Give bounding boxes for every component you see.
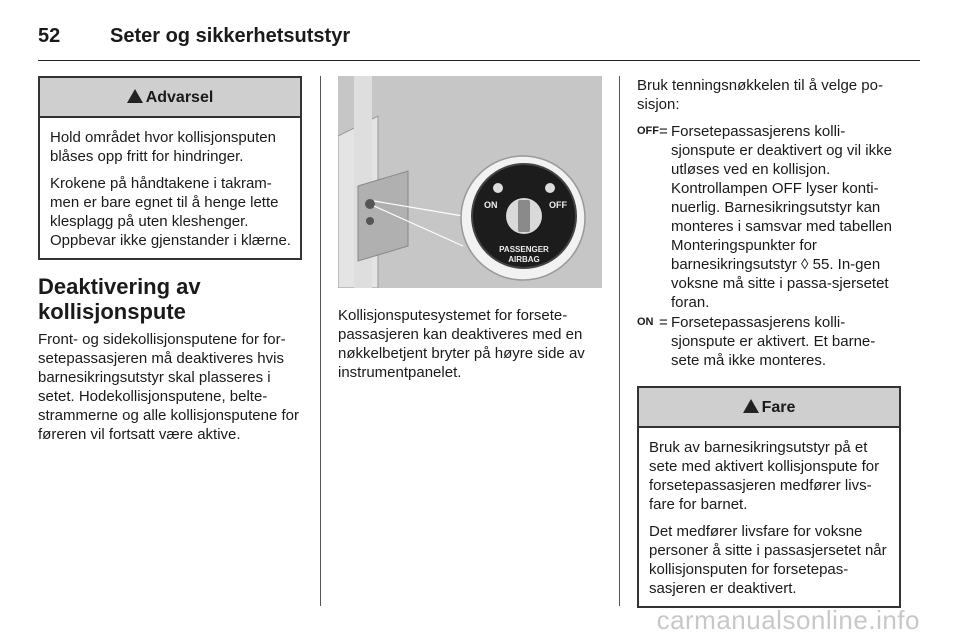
list-text: Forsetepassasjerens kolli-sjonspute er deaktivert og vil ikke utløses ved en kollisjon. Kontrollampen OFF lyser konti-nuerlig. Barnesikringsutstyr kan monteres i samsvar med tabellen Monteringspunkter for barnesikringsutstyr ◊ 55. In-gen voksne må sitte i passa-sjersetet foran. <box>671 123 892 311</box>
intro-paragraph: Bruk tenningsnøkkelen til å velge po-sisjon: <box>637 77 883 113</box>
switch-label-airbag: AIRBAG <box>508 255 540 264</box>
danger-paragraph: Bruk av barnesikringsutstyr på et sete med aktivert kollisjonspute for forsetepassasjeren medfører livs-fare for barnet. <box>649 439 880 513</box>
airbag-on-icon: ON <box>637 316 654 328</box>
list-item <box>637 313 901 370</box>
list-text: Forsetepassasjerens kolli-sjonspute er aktivert. Et barne-sete må ikke monteres. <box>671 314 876 369</box>
column-divider-left <box>320 76 321 606</box>
list-item <box>637 122 901 312</box>
warning-triangle-icon <box>127 89 143 103</box>
danger-title: Fare <box>761 398 796 416</box>
header-divider <box>38 60 920 61</box>
watermark: carmanualsonline.info <box>656 605 920 635</box>
section-heading: Deaktivering av kollisjonspute <box>38 274 201 324</box>
page-number: 52 <box>38 24 61 47</box>
warning-triangle-icon <box>743 399 759 413</box>
page-header <box>38 16 350 56</box>
warning-box-header <box>40 78 300 118</box>
switch-label-off: OFF <box>549 200 567 210</box>
warning-paragraph: Krokene på håndtakene i takram-men er bare egnet til å henge lette klesplagg på uten kleshenger. Oppbevar ikke gjenstander i klærne. <box>50 175 291 249</box>
section-paragraph: Front- og sidekollisjonsputene for for-setepassasjeren må deaktiveres hvis barnesikringsutstyr skal plasseres i setet. Hodekollisjonsputene, belte-strammerne og alle kollisjonsputene for føreren vil fortsatt være aktive. <box>38 331 299 443</box>
list-equals: = <box>659 314 668 331</box>
column-divider-right <box>619 76 620 606</box>
warning-box-body <box>40 118 300 258</box>
switch-label-passenger: PASSENGER <box>499 245 549 254</box>
warning-title: Advarsel <box>145 88 214 106</box>
warning-box <box>38 76 302 260</box>
page-title: Seter og sikkerhetsutstyr <box>110 24 351 47</box>
column-3 <box>637 76 901 608</box>
airbag-switch-photo <box>338 76 602 288</box>
warning-paragraph: Hold området hvor kollisjonsputen blåses opp fritt for hindringer. <box>50 129 276 165</box>
danger-box <box>637 386 901 608</box>
danger-box-body <box>639 428 899 606</box>
photo-caption: Kollisjonsputesystemet for forsete-passasjeren kan deaktiveres med en nøkkelbetjent bryter på høyre side av instrumentpanelet. <box>338 307 585 381</box>
danger-box-header <box>639 388 899 428</box>
danger-paragraph: Det medfører livsfare for voksne personer å sitte i passasjersetet når kollisjonsputen for forsetepas-sasjeren er deaktivert. <box>649 523 887 597</box>
airbag-switch-illustration <box>338 76 602 288</box>
switch-label-on: ON <box>484 200 498 210</box>
airbag-off-icon: OFF <box>637 125 659 137</box>
column-2 <box>338 76 602 382</box>
column-1 <box>38 76 302 444</box>
list-equals: = <box>659 123 668 140</box>
